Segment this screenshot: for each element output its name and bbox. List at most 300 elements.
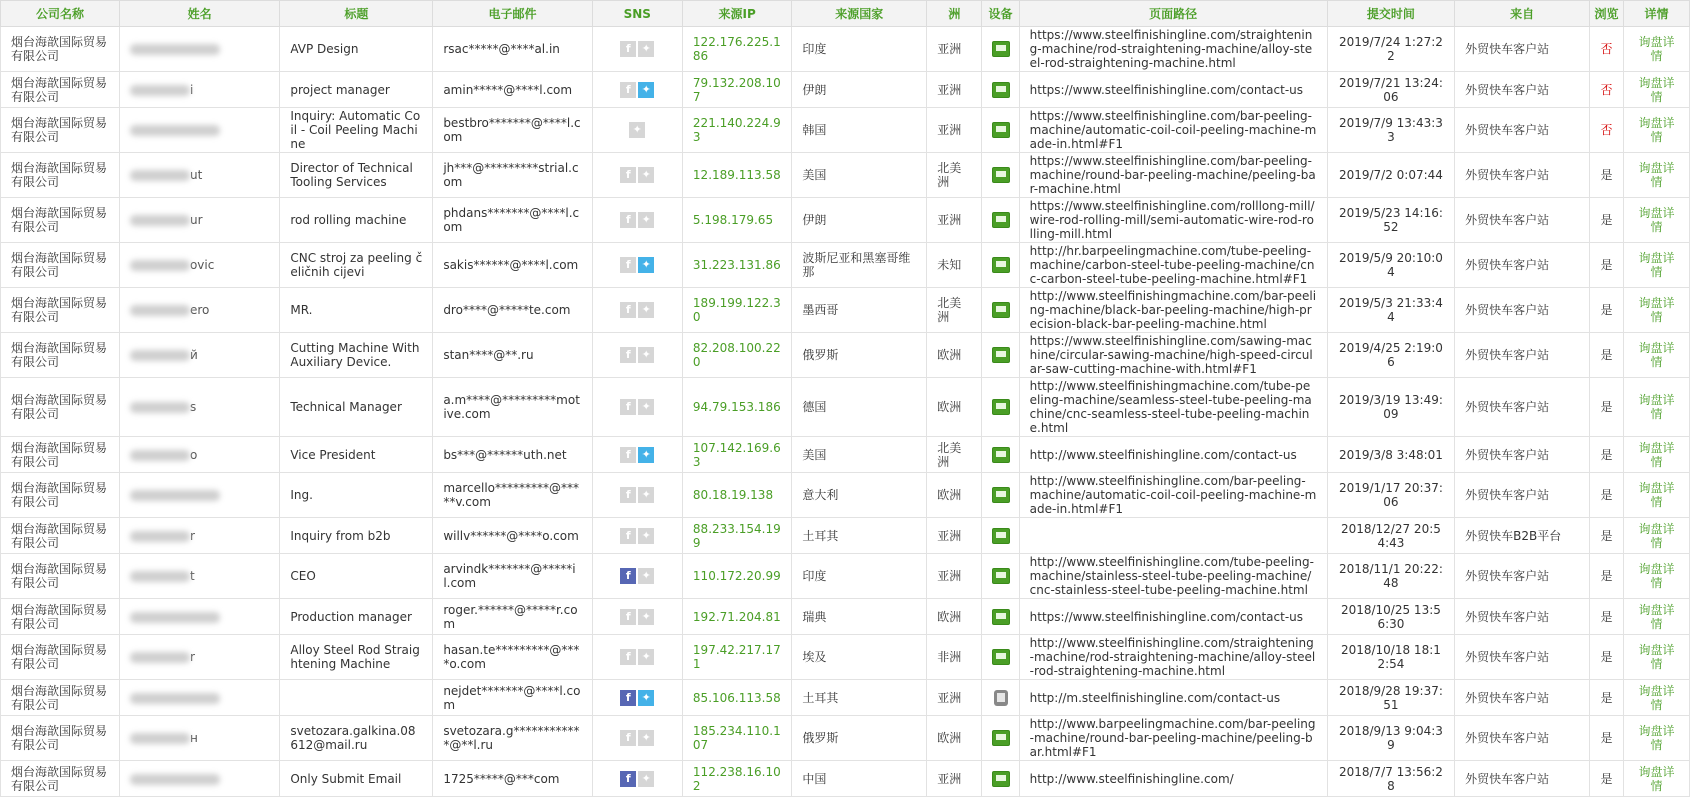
continent-cell: 北美洲 xyxy=(927,288,982,333)
table-row xyxy=(1,635,1690,680)
ip-cell: 82.208.100.220 xyxy=(682,333,791,378)
page-url-cell: https://www.steelfinishingline.com/sawing-machine/circular-sawing-machine/high-speed-circular-saw-cutting-machine-with.html#F1 xyxy=(1019,333,1327,378)
table-row xyxy=(1,198,1690,243)
sns-cell xyxy=(592,333,682,378)
source-cell: 外贸快车客户站 xyxy=(1455,333,1590,378)
name-cell xyxy=(119,333,279,378)
country-cell: 伊朗 xyxy=(792,72,927,108)
twitter-icon[interactable]: ✦ xyxy=(638,257,654,273)
facebook-icon[interactable]: f xyxy=(620,771,636,787)
viewed-status: 是 xyxy=(1590,153,1624,198)
twitter-icon[interactable]: ✦ xyxy=(629,122,645,138)
page-url-cell: http://www.steelfinishingline.com/contact-us xyxy=(1019,437,1327,473)
table-row xyxy=(1,518,1690,554)
inquiry-detail-link[interactable]: 询盘详情 xyxy=(1638,481,1675,509)
table-row xyxy=(1,473,1690,518)
source-cell: 外贸快车客户站 xyxy=(1455,437,1590,473)
redacted-name xyxy=(130,258,214,272)
table-row xyxy=(1,599,1690,635)
title-cell: Production manager xyxy=(280,599,433,635)
viewed-status: 否 xyxy=(1590,72,1624,108)
viewed-status: 是 xyxy=(1590,288,1624,333)
redacted-name xyxy=(130,123,220,137)
column-header-detail: 详情 xyxy=(1624,1,1690,27)
name-cell xyxy=(119,27,279,72)
desktop-icon xyxy=(992,41,1010,57)
facebook-icon[interactable]: f xyxy=(620,82,636,98)
email-cell: amin*****@****l.com xyxy=(433,72,592,108)
page-url-cell: https://www.steelfinishingline.com/straightening-machine/rod-straightening-machine/alloy-steel-rod-straightening-machine.html xyxy=(1019,27,1327,72)
sns-cell xyxy=(592,716,682,761)
submit-time-cell: 2018/11/1 20:22:48 xyxy=(1327,554,1454,599)
table-row xyxy=(1,437,1690,473)
inquiry-detail-link[interactable]: 询盘详情 xyxy=(1638,206,1675,234)
twitter-icon[interactable]: ✦ xyxy=(638,568,654,584)
company-cell: 烟台海歆国际贸易有限公司 xyxy=(1,761,120,797)
title-cell: svetozara.galkina.08612@mail.ru xyxy=(280,716,433,761)
twitter-icon[interactable]: ✦ xyxy=(638,771,654,787)
company-cell: 烟台海歆国际贸易有限公司 xyxy=(1,518,120,554)
sns-cell xyxy=(592,437,682,473)
table-row xyxy=(1,716,1690,761)
column-header-source: 来自 xyxy=(1455,1,1590,27)
continent-cell: 欧洲 xyxy=(927,716,982,761)
redacted-name xyxy=(130,448,197,462)
name-cell xyxy=(119,243,279,288)
submit-time-cell: 2019/3/8 3:48:01 xyxy=(1327,437,1454,473)
email-cell: phdans*******@****l.com xyxy=(433,198,592,243)
submit-time-cell: 2019/4/25 2:19:06 xyxy=(1327,333,1454,378)
redacted-name xyxy=(130,569,195,583)
redaction-blur xyxy=(130,774,220,785)
detail-cell xyxy=(1624,288,1690,333)
redaction-blur xyxy=(130,450,190,461)
facebook-icon[interactable]: f xyxy=(620,528,636,544)
desktop-icon xyxy=(992,82,1010,98)
company-cell: 烟台海歆国际贸易有限公司 xyxy=(1,72,120,108)
country-cell: 波斯尼亚和黑塞哥维那 xyxy=(792,243,927,288)
source-cell: 外贸快车客户站 xyxy=(1455,198,1590,243)
continent-cell: 亚洲 xyxy=(927,27,982,72)
facebook-icon[interactable]: f xyxy=(620,302,636,318)
desktop-icon xyxy=(992,347,1010,363)
detail-cell xyxy=(1624,716,1690,761)
facebook-icon[interactable]: f xyxy=(620,347,636,363)
detail-cell xyxy=(1624,437,1690,473)
inquiry-detail-link[interactable]: 询盘详情 xyxy=(1638,602,1675,631)
twitter-icon[interactable]: ✦ xyxy=(638,82,654,98)
name-cell xyxy=(119,378,279,437)
name-cell xyxy=(119,680,279,716)
column-header-country: 来源国家 xyxy=(792,1,927,27)
device-cell xyxy=(982,518,1019,554)
inquiry-detail-link[interactable]: 询盘详情 xyxy=(1638,562,1675,590)
device-cell xyxy=(982,716,1019,761)
name-cell xyxy=(119,635,279,680)
redacted-name xyxy=(130,488,220,502)
title-cell: Director of Technical Tooling Services xyxy=(280,153,433,198)
company-cell: 烟台海歆国际贸易有限公司 xyxy=(1,333,120,378)
viewed-status: 是 xyxy=(1590,333,1624,378)
redaction-blur xyxy=(130,490,220,501)
facebook-icon[interactable]: f xyxy=(620,257,636,273)
sns-cell xyxy=(592,680,682,716)
twitter-icon[interactable]: ✦ xyxy=(638,302,654,318)
email-cell: arvindk*******@*****il.com xyxy=(433,554,592,599)
title-cell: Cutting Machine With Auxiliary Device. xyxy=(280,333,433,378)
name-suffix: s xyxy=(189,400,197,414)
inquiry-detail-link[interactable]: 询盘详情 xyxy=(1638,683,1675,712)
viewed-status: 是 xyxy=(1590,378,1624,437)
title-cell: MR. xyxy=(280,288,433,333)
inquiry-detail-link[interactable]: 询盘详情 xyxy=(1638,296,1675,324)
continent-cell: 未知 xyxy=(927,243,982,288)
redaction-blur xyxy=(130,260,190,271)
ip-cell: 185.234.110.107 xyxy=(682,716,791,761)
inquiry-detail-link[interactable]: 询盘详情 xyxy=(1638,251,1675,279)
viewed-status: 是 xyxy=(1590,716,1624,761)
desktop-icon xyxy=(992,609,1010,625)
sns-cell xyxy=(592,554,682,599)
table-body xyxy=(1,27,1690,797)
detail-cell xyxy=(1624,153,1690,198)
table-row xyxy=(1,27,1690,72)
redaction-blur xyxy=(130,350,190,361)
submit-time-cell: 2019/5/3 21:33:44 xyxy=(1327,288,1454,333)
email-cell: hasan.te*********@****o.com xyxy=(433,635,592,680)
redacted-name xyxy=(130,400,196,414)
continent-cell: 欧洲 xyxy=(927,378,982,437)
title-cell: project manager xyxy=(280,72,433,108)
company-cell: 烟台海歆国际贸易有限公司 xyxy=(1,153,120,198)
company-cell: 烟台海歆国际贸易有限公司 xyxy=(1,27,120,72)
continent-cell: 欧洲 xyxy=(927,333,982,378)
name-suffix: н xyxy=(189,731,198,745)
redaction-blur xyxy=(130,125,220,136)
company-cell: 烟台海歆国际贸易有限公司 xyxy=(1,437,120,473)
redacted-name xyxy=(130,691,220,705)
redacted-name xyxy=(130,83,193,97)
viewed-status: 是 xyxy=(1590,680,1624,716)
country-cell: 瑞典 xyxy=(792,599,927,635)
column-header-ip: 来源IP xyxy=(682,1,791,27)
ip-cell: 79.132.208.107 xyxy=(682,72,791,108)
desktop-icon xyxy=(992,487,1010,503)
viewed-status: 是 xyxy=(1590,554,1624,599)
country-cell: 土耳其 xyxy=(792,680,927,716)
name-suffix: ur xyxy=(189,213,203,227)
redaction-blur xyxy=(130,44,220,55)
source-cell: 外贸快车客户站 xyxy=(1455,554,1590,599)
email-cell: 1725*****@***com xyxy=(433,761,592,797)
facebook-icon[interactable]: f xyxy=(620,487,636,503)
page-url-cell: https://www.steelfinishingline.com/bar-peeling-machine/round-bar-peeling-machine/peeling-bar-machine.html xyxy=(1019,153,1327,198)
continent-cell: 非洲 xyxy=(927,635,982,680)
twitter-icon[interactable]: ✦ xyxy=(638,167,654,183)
country-cell: 意大利 xyxy=(792,473,927,518)
country-cell: 伊朗 xyxy=(792,198,927,243)
desktop-icon xyxy=(992,649,1010,665)
facebook-icon[interactable]: f xyxy=(620,41,636,57)
continent-cell: 亚洲 xyxy=(927,72,982,108)
ip-cell: 122.176.225.186 xyxy=(682,27,791,72)
page-url-cell: http://www.steelfinishingline.com/tube-peeling-machine/stainless-steel-tube-peeling-machine/cnc-stainless-steel-tube-peeling-machine.html xyxy=(1019,554,1327,599)
redaction-blur xyxy=(130,170,190,181)
inquiry-detail-link[interactable]: 询盘详情 xyxy=(1638,440,1675,469)
facebook-icon[interactable]: f xyxy=(620,568,636,584)
twitter-icon[interactable]: ✦ xyxy=(638,41,654,57)
name-cell xyxy=(119,473,279,518)
ip-cell: 110.172.20.99 xyxy=(682,554,791,599)
title-cell: Only Submit Email xyxy=(280,761,433,797)
title-cell: AVP Design xyxy=(280,27,433,72)
table-row xyxy=(1,243,1690,288)
redaction-blur xyxy=(130,693,220,704)
submit-time-cell: 2018/10/18 18:12:54 xyxy=(1327,635,1454,680)
redaction-blur xyxy=(130,612,220,623)
email-cell: dro****@*****te.com xyxy=(433,288,592,333)
name-cell xyxy=(119,153,279,198)
email-cell: nejdet*******@****l.com xyxy=(433,680,592,716)
column-header-viewed: 浏览 xyxy=(1590,1,1624,27)
ip-cell: 31.223.131.86 xyxy=(682,243,791,288)
column-header-email: 电子邮件 xyxy=(433,1,592,27)
desktop-icon xyxy=(992,447,1010,463)
twitter-icon[interactable]: ✦ xyxy=(638,649,654,665)
detail-cell xyxy=(1624,27,1690,72)
company-cell: 烟台海歆国际贸易有限公司 xyxy=(1,243,120,288)
redaction-blur xyxy=(130,571,190,582)
table-row xyxy=(1,680,1690,716)
source-cell: 外贸快车客户站 xyxy=(1455,680,1590,716)
twitter-icon[interactable]: ✦ xyxy=(638,730,654,746)
table-row xyxy=(1,108,1690,153)
device-cell xyxy=(982,27,1019,72)
email-cell: jh***@*********strial.com xyxy=(433,153,592,198)
page-url-cell: http://www.steelfinishingmachine.com/tube-peeling-machine/seamless-steel-tube-peeling-machine/cnc-seamless-steel-tube-peeling-machine.html xyxy=(1019,378,1327,437)
sns-cell xyxy=(592,599,682,635)
source-cell: 外贸快车客户站 xyxy=(1455,243,1590,288)
submit-time-cell: 2018/10/25 13:56:30 xyxy=(1327,599,1454,635)
facebook-icon[interactable]: f xyxy=(620,167,636,183)
sns-cell xyxy=(592,108,682,153)
company-cell: 烟台海歆国际贸易有限公司 xyxy=(1,635,120,680)
source-cell: 外贸快车客户站 xyxy=(1455,716,1590,761)
twitter-icon[interactable]: ✦ xyxy=(638,528,654,544)
submit-time-cell: 2019/1/17 20:37:06 xyxy=(1327,473,1454,518)
twitter-icon[interactable]: ✦ xyxy=(638,609,654,625)
header-row xyxy=(1,1,1690,27)
table-row xyxy=(1,72,1690,108)
sns-cell xyxy=(592,473,682,518)
ip-cell: 112.238.16.102 xyxy=(682,761,791,797)
page-url-cell: http://www.steelfinishingline.com/bar-peeling-machine/automatic-coil-coil-peeling-machine-made-in.html#F1 xyxy=(1019,473,1327,518)
twitter-icon[interactable]: ✦ xyxy=(638,487,654,503)
desktop-icon xyxy=(992,730,1010,746)
source-cell: 外贸快车客户站 xyxy=(1455,27,1590,72)
title-cell: Technical Manager xyxy=(280,378,433,437)
device-cell xyxy=(982,243,1019,288)
email-cell: willv******@****o.com xyxy=(433,518,592,554)
submit-time-cell: 2018/9/28 19:37:51 xyxy=(1327,680,1454,716)
facebook-icon[interactable]: f xyxy=(620,399,636,415)
ip-cell: 12.189.113.58 xyxy=(682,153,791,198)
submit-time-cell: 2019/5/9 20:10:04 xyxy=(1327,243,1454,288)
facebook-icon[interactable]: f xyxy=(620,212,636,228)
sns-cell xyxy=(592,243,682,288)
twitter-icon[interactable]: ✦ xyxy=(638,447,654,463)
company-cell: 烟台海歆国际贸易有限公司 xyxy=(1,108,120,153)
inquiry-detail-link[interactable]: 询盘详情 xyxy=(1638,161,1675,189)
email-cell: bestbro*******@****l.com xyxy=(433,108,592,153)
redacted-name xyxy=(130,731,198,745)
facebook-icon[interactable]: f xyxy=(620,447,636,463)
sns-cell xyxy=(592,288,682,333)
name-suffix: ero xyxy=(189,303,210,317)
sns-cell xyxy=(592,378,682,437)
viewed-status: 是 xyxy=(1590,635,1624,680)
name-suffix: r xyxy=(189,528,195,543)
ip-cell: 221.140.224.93 xyxy=(682,108,791,153)
device-cell xyxy=(982,437,1019,473)
title-cell: Vice President xyxy=(280,437,433,473)
viewed-status: 是 xyxy=(1590,243,1624,288)
name-cell xyxy=(119,761,279,797)
country-cell: 墨西哥 xyxy=(792,288,927,333)
facebook-icon[interactable]: f xyxy=(620,609,636,625)
inquiry-detail-link[interactable]: 询盘详情 xyxy=(1638,521,1675,550)
inquiry-detail-link[interactable]: 询盘详情 xyxy=(1638,116,1675,144)
title-cell: CNC stroj za peeling čeličnih cijevi xyxy=(280,243,433,288)
detail-cell xyxy=(1624,333,1690,378)
facebook-icon[interactable]: f xyxy=(620,730,636,746)
title-cell: rod rolling machine xyxy=(280,198,433,243)
twitter-icon[interactable]: ✦ xyxy=(638,690,654,706)
device-cell xyxy=(982,680,1019,716)
title-cell: Ing. xyxy=(280,473,433,518)
viewed-status: 是 xyxy=(1590,599,1624,635)
viewed-status: 否 xyxy=(1590,27,1624,72)
email-cell: sakis******@****l.com xyxy=(433,243,592,288)
inquiry-detail-link[interactable]: 询盘详情 xyxy=(1638,35,1675,63)
company-cell: 烟台海歆国际贸易有限公司 xyxy=(1,716,120,761)
company-cell: 烟台海歆国际贸易有限公司 xyxy=(1,680,120,716)
company-cell: 烟台海歆国际贸易有限公司 xyxy=(1,198,120,243)
ip-cell: 192.71.204.81 xyxy=(682,599,791,635)
country-cell: 埃及 xyxy=(792,635,927,680)
continent-cell: 亚洲 xyxy=(927,680,982,716)
ip-cell: 5.198.179.65 xyxy=(682,198,791,243)
detail-cell xyxy=(1624,518,1690,554)
desktop-icon xyxy=(992,771,1010,787)
title-cell: Inquiry from b2b xyxy=(280,518,433,554)
page-url-cell xyxy=(1019,518,1327,554)
column-header-time: 提交时间 xyxy=(1327,1,1454,27)
continent-cell: 亚洲 xyxy=(927,198,982,243)
page-url-cell: https://www.steelfinishingline.com/contact-us xyxy=(1019,72,1327,108)
inquiry-detail-link[interactable]: 询盘详情 xyxy=(1638,393,1675,421)
facebook-icon[interactable]: f xyxy=(620,690,636,706)
name-cell xyxy=(119,108,279,153)
submit-time-cell: 2019/7/21 13:24:06 xyxy=(1327,72,1454,108)
submit-time-cell: 2019/7/2 0:07:44 xyxy=(1327,153,1454,198)
inquiry-detail-link[interactable]: 询盘详情 xyxy=(1638,643,1675,671)
page-url-cell: http://m.steelfinishingline.com/contact-us xyxy=(1019,680,1327,716)
company-cell: 烟台海歆国际贸易有限公司 xyxy=(1,554,120,599)
continent-cell: 北美洲 xyxy=(927,153,982,198)
sns-cell xyxy=(592,72,682,108)
continent-cell: 欧洲 xyxy=(927,599,982,635)
table-row xyxy=(1,153,1690,198)
detail-cell xyxy=(1624,243,1690,288)
column-header-title: 标题 xyxy=(280,1,433,27)
country-cell: 美国 xyxy=(792,437,927,473)
mobile-icon xyxy=(994,690,1008,706)
device-cell xyxy=(982,288,1019,333)
facebook-icon[interactable]: f xyxy=(620,649,636,665)
submit-time-cell: 2019/3/19 13:49:09 xyxy=(1327,378,1454,437)
sns-cell xyxy=(592,27,682,72)
desktop-icon xyxy=(992,257,1010,273)
redacted-name xyxy=(130,303,209,317)
desktop-icon xyxy=(992,568,1010,584)
page-url-cell: http://www.barpeelingmachine.com/bar-peeling-machine/round-bar-peeling-machine/peeling-bar.html#F1 xyxy=(1019,716,1327,761)
column-header-device: 设备 xyxy=(982,1,1019,27)
name-cell xyxy=(119,518,279,554)
name-suffix: ovic xyxy=(189,258,215,272)
name-suffix: й xyxy=(189,348,198,362)
twitter-icon[interactable]: ✦ xyxy=(638,399,654,415)
column-header-sns: SNS xyxy=(592,1,682,27)
ip-cell: 88.233.154.199 xyxy=(682,518,791,554)
viewed-status: 是 xyxy=(1590,198,1624,243)
table-row xyxy=(1,378,1690,437)
device-cell xyxy=(982,635,1019,680)
title-cell: Alloy Steel Rod Straightening Machine xyxy=(280,635,433,680)
email-cell: stan****@**.ru xyxy=(433,333,592,378)
detail-cell xyxy=(1624,680,1690,716)
device-cell xyxy=(982,72,1019,108)
inquiry-detail-link[interactable]: 询盘详情 xyxy=(1638,75,1675,104)
redacted-name xyxy=(130,610,220,624)
source-cell: 外贸快车客户站 xyxy=(1455,153,1590,198)
table-row xyxy=(1,333,1690,378)
continent-cell: 亚洲 xyxy=(927,554,982,599)
viewed-status: 是 xyxy=(1590,518,1624,554)
device-cell xyxy=(982,378,1019,437)
desktop-icon xyxy=(992,212,1010,228)
inquiry-detail-link[interactable]: 询盘详情 xyxy=(1638,764,1675,793)
twitter-icon[interactable]: ✦ xyxy=(638,212,654,228)
detail-cell xyxy=(1624,761,1690,797)
continent-cell: 欧洲 xyxy=(927,473,982,518)
country-cell: 美国 xyxy=(792,153,927,198)
inquiry-detail-link[interactable]: 询盘详情 xyxy=(1638,341,1675,369)
name-cell xyxy=(119,599,279,635)
twitter-icon[interactable]: ✦ xyxy=(638,347,654,363)
detail-cell xyxy=(1624,473,1690,518)
continent-cell: 亚洲 xyxy=(927,108,982,153)
ip-cell: 94.79.153.186 xyxy=(682,378,791,437)
device-cell xyxy=(982,599,1019,635)
ip-cell: 189.199.122.30 xyxy=(682,288,791,333)
inquiry-detail-link[interactable]: 询盘详情 xyxy=(1638,724,1675,752)
redaction-blur xyxy=(130,652,190,663)
source-cell: 外贸快车B2B平台 xyxy=(1455,518,1590,554)
page-url-cell: https://www.steelfinishingline.com/contact-us xyxy=(1019,599,1327,635)
company-cell: 烟台海歆国际贸易有限公司 xyxy=(1,599,120,635)
country-cell: 土耳其 xyxy=(792,518,927,554)
